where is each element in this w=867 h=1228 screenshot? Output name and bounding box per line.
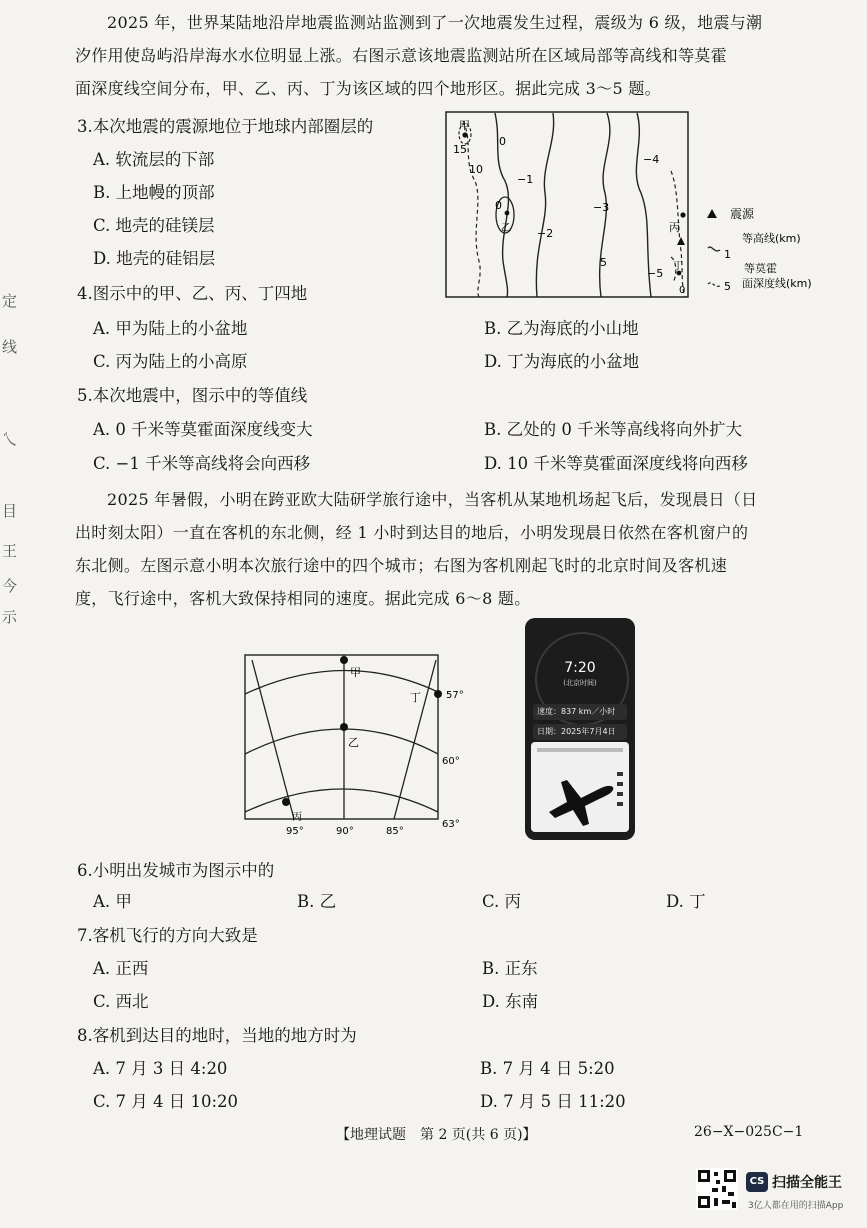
phone-time-zone: (北京时间) <box>563 679 597 687</box>
margin-char: 定 <box>2 292 18 310</box>
q4-option-a[interactable]: A. 甲为陆上的小盆地 <box>93 319 248 338</box>
legend-source: 震源 <box>730 207 755 221</box>
plane-card <box>531 742 629 832</box>
q3-option-c[interactable]: C. 地壳的硅镁层 <box>93 216 215 235</box>
moho-legend-icon <box>708 283 720 286</box>
q6-option-a[interactable]: A. 甲 <box>93 892 132 911</box>
value-neg4: −4 <box>643 153 660 166</box>
question-7-stem: 7.客机飞行的方向大致是 <box>77 926 258 945</box>
intro-line: 东北侧。左图示意小明本次旅行途中的四个城市；右图为客机刚起飞时的北京时间及客机速 <box>75 556 728 575</box>
margin-char: 今 <box>2 577 18 595</box>
q7-option-d[interactable]: D. 东南 <box>482 992 539 1011</box>
q6-option-d[interactable]: D. 丁 <box>666 892 706 911</box>
question-4-stem: 4.图示中的甲、乙、丙、丁四地 <box>77 284 308 303</box>
lon-label-85: 85° <box>386 826 404 834</box>
intro-line: 出时刻太阳）一直在客机的东北侧，经 1 小时到达目的地后，小明发现晨日依然在客机窗户的 <box>75 523 749 542</box>
q6-option-b[interactable]: B. 乙 <box>297 892 337 911</box>
margin-char: 示 <box>2 608 18 626</box>
intro-line: 2025 年，世界某陆地沿岸地震监测站监测到了一次地震发生过程，震级为 6 级，地震与潮 <box>107 13 763 32</box>
q7-option-c[interactable]: C. 西北 <box>93 992 149 1011</box>
label-jia: 甲 <box>459 119 470 132</box>
contour-moho-map <box>445 111 695 299</box>
value-neg2: −2 <box>537 227 554 240</box>
phone-screenshot <box>525 618 635 840</box>
city-bing-dot <box>282 798 290 806</box>
value-neg3: −3 <box>593 201 610 214</box>
q8-option-c[interactable]: C. 7 月 4 日 10:20 <box>93 1092 239 1111</box>
margin-char: 目 <box>2 502 18 520</box>
legend-contour-sample: 1 <box>724 248 731 261</box>
point-jia-marker <box>462 132 467 137</box>
q5-option-b[interactable]: B. 乙处的 0 千米等高线将向外扩大 <box>484 420 743 439</box>
value-neg1: −1 <box>517 173 534 186</box>
question-6-stem: 6.小明出发城市为图示中的 <box>77 861 275 880</box>
city-yi-label: 乙 <box>348 736 359 749</box>
page-footer-title: 【地理试题 第 2 页(共 6 页)】 <box>336 1127 537 1143</box>
label-bing: 丙 <box>669 221 680 234</box>
city-ding-label: 丁 <box>410 691 421 704</box>
lon-label-90: 90° <box>336 826 354 834</box>
city-ding-dot <box>434 690 442 698</box>
q6-option-c[interactable]: C. 丙 <box>482 892 522 911</box>
q8-option-d[interactable]: D. 7 月 5 日 11:20 <box>480 1092 626 1111</box>
scanner-name: 扫描全能王 <box>772 1175 842 1191</box>
intro-line: 面深度线空间分布，甲、乙、丙、丁为该区域的四个地形区。据此完成 3～5 题。 <box>75 79 661 98</box>
q7-option-b[interactable]: B. 正东 <box>482 959 538 978</box>
legend-contour: 等高线(km) <box>742 232 801 245</box>
city-bing-label: 丙 <box>292 812 302 823</box>
q3-option-a[interactable]: A. 软流层的下部 <box>93 150 215 169</box>
question-3-stem: 3.本次地震的震源地位于地球内部圈层的 <box>77 117 374 136</box>
value-0-mid: 0 <box>495 199 502 212</box>
lat-label-57: 57° <box>446 690 464 701</box>
point-yi-marker <box>505 211 510 216</box>
label-yi: 乙 <box>501 223 511 234</box>
intro-line: 汐作用使岛屿沿岸海水水位明显上涨。右图示意该地震监测站所在区域局部等高线和等莫霍 <box>75 46 728 65</box>
intro-line: 2025 年暑假，小明在跨亚欧大陆研学旅行途中，当客机从某地机场起飞后，发现晨日（日 <box>107 490 758 509</box>
contour-legend-icon <box>708 247 720 251</box>
city-yi-dot <box>340 723 348 731</box>
point-bing-marker <box>680 212 685 217</box>
lon-label-95: 95° <box>286 826 304 834</box>
q3-option-d[interactable]: D. 地壳的硅铝层 <box>93 249 216 268</box>
epicenter-legend-icon <box>707 209 717 218</box>
scanner-logo: CS <box>746 1172 768 1192</box>
q4-option-c[interactable]: C. 丙为陆上的小高原 <box>93 352 248 371</box>
q5-option-d[interactable]: D. 10 千米等莫霍面深度线将向西移 <box>484 454 748 473</box>
epicenter-marker <box>677 237 685 245</box>
q4-option-d[interactable]: D. 丁为海底的小盆地 <box>484 352 640 371</box>
map-legend <box>700 200 840 300</box>
q8-option-a[interactable]: A. 7 月 3 日 4:20 <box>93 1059 228 1078</box>
exam-code: 26−X−025C−1 <box>694 1124 804 1140</box>
city-jia-label: 甲 <box>350 666 361 679</box>
lat-label-60: 60° <box>442 756 460 767</box>
question-8-stem: 8.客机到达目的地时，当地的地方时为 <box>77 1026 357 1045</box>
value-5: 5 <box>600 256 607 269</box>
value-neg5: −5 <box>647 267 664 280</box>
q5-option-a[interactable]: A. 0 千米等莫霍面深度线变大 <box>93 420 313 439</box>
city-grid-map <box>244 654 474 834</box>
q5-option-c[interactable]: C. −1 千米等高线将会向西移 <box>93 454 311 473</box>
city-jia-dot <box>340 656 348 664</box>
q3-option-b[interactable]: B. 上地幔的顶部 <box>93 183 215 202</box>
intro-paragraph-1 <box>75 6 835 105</box>
intro-paragraph-2 <box>75 483 835 615</box>
phone-date: 日期：2025年7月4日 <box>533 724 627 740</box>
margin-char: 乀 <box>2 430 18 448</box>
lat-label-63: 63° <box>442 819 460 830</box>
legend-moho-line2: 面深度线(km) <box>742 277 812 290</box>
intro-line: 度，飞行途中，客机大致保持相同的速度。据此完成 6～8 题。 <box>75 589 531 608</box>
scanner-tagline: 3亿人都在用的扫描App <box>748 1201 844 1211</box>
label-ding: 丁 <box>673 261 683 272</box>
qr-code-icon <box>696 1168 738 1210</box>
phone-speed: 速度：837 km／小时 <box>533 704 627 720</box>
value-15: 15 <box>453 143 467 156</box>
margin-char: 线 <box>2 338 18 356</box>
value-0-top: 0 <box>499 135 506 148</box>
airplane-icon <box>531 742 629 832</box>
q4-option-b[interactable]: B. 乙为海底的小山地 <box>484 319 639 338</box>
q7-option-a[interactable]: A. 正西 <box>93 959 149 978</box>
margin-char: 王 <box>2 542 18 560</box>
value-0-bottom: 0 <box>679 285 686 296</box>
phone-time: 7:20 <box>564 660 596 676</box>
legend-moho-sample: 5 <box>724 280 731 293</box>
q8-option-b[interactable]: B. 7 月 4 日 5:20 <box>480 1059 615 1078</box>
question-5-stem: 5.本次地震中，图示中的等值线 <box>77 386 308 405</box>
value-10: 10 <box>469 163 483 176</box>
legend-moho-line1: 等莫霍 <box>744 262 777 275</box>
